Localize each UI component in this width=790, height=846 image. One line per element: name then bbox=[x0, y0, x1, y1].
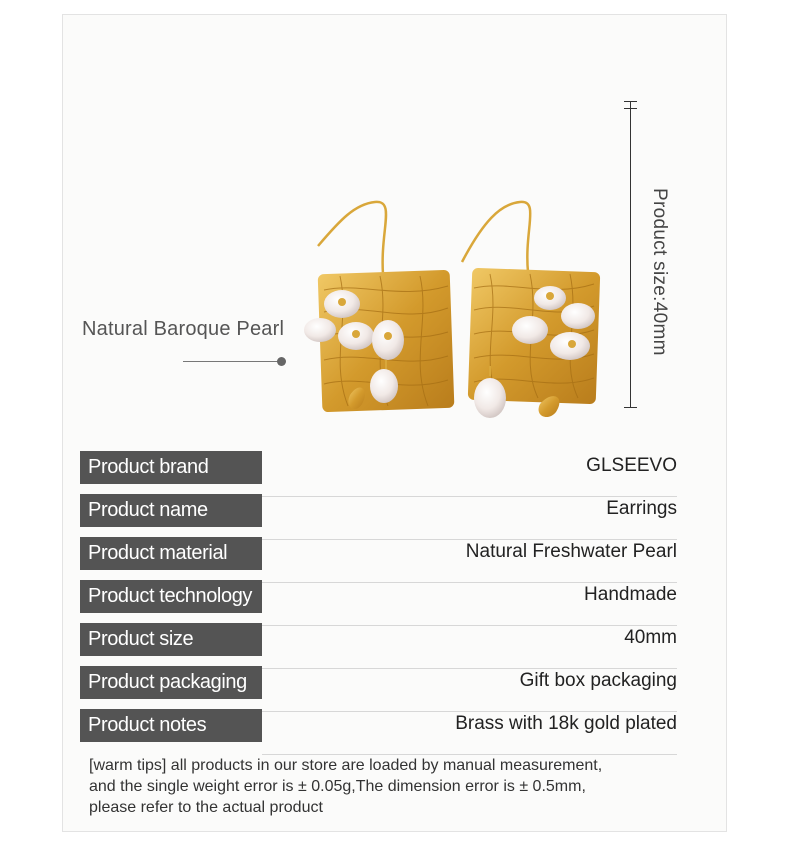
spec-label: Product name bbox=[80, 494, 262, 527]
warm-tips-line: please refer to the actual product bbox=[89, 799, 323, 816]
callout-line bbox=[183, 361, 279, 362]
spec-value: Earrings bbox=[606, 498, 677, 519]
spec-label: Product brand bbox=[80, 451, 262, 484]
spec-value: Gift box packaging bbox=[519, 670, 677, 691]
dimension-tick-bottom bbox=[624, 407, 637, 408]
spec-value: 40mm bbox=[624, 627, 677, 648]
warm-tips-line: [warm tips] all products in our store are loaded by manual measurement, bbox=[89, 757, 603, 774]
spec-label: Product packaging bbox=[80, 666, 262, 699]
spec-label: Product notes bbox=[80, 709, 262, 742]
spec-row-technology bbox=[80, 580, 677, 613]
spec-row-notes bbox=[80, 709, 677, 742]
spec-row-material bbox=[80, 537, 677, 570]
spec-label: Product material bbox=[80, 537, 262, 570]
spec-value: Brass with 18k gold plated bbox=[455, 713, 677, 734]
spec-label: Product size bbox=[80, 623, 262, 656]
dimension-line bbox=[630, 101, 631, 407]
spec-row-size bbox=[80, 623, 677, 656]
callout-dot bbox=[277, 357, 286, 366]
warm-tips-line: and the single weight error is ± 0.05g,The dimension error is ± 0.5mm, bbox=[89, 778, 586, 795]
earrings-image bbox=[300, 190, 620, 430]
spec-label: Product technology bbox=[80, 580, 262, 613]
spec-value: Handmade bbox=[584, 584, 677, 605]
spec-row-brand bbox=[80, 451, 677, 484]
dimension-tick-top-inner bbox=[624, 108, 637, 109]
spec-row-name bbox=[80, 494, 677, 527]
callout-label: Natural Baroque Pearl bbox=[82, 318, 285, 340]
dimension-tick-top bbox=[624, 101, 637, 102]
spec-value: Natural Freshwater Pearl bbox=[465, 541, 677, 562]
spec-value: GLSEEVO bbox=[586, 455, 677, 476]
dimension-label: Product size:40mm bbox=[649, 188, 670, 356]
spec-row-packaging bbox=[80, 666, 677, 699]
warm-tips bbox=[89, 755, 689, 818]
